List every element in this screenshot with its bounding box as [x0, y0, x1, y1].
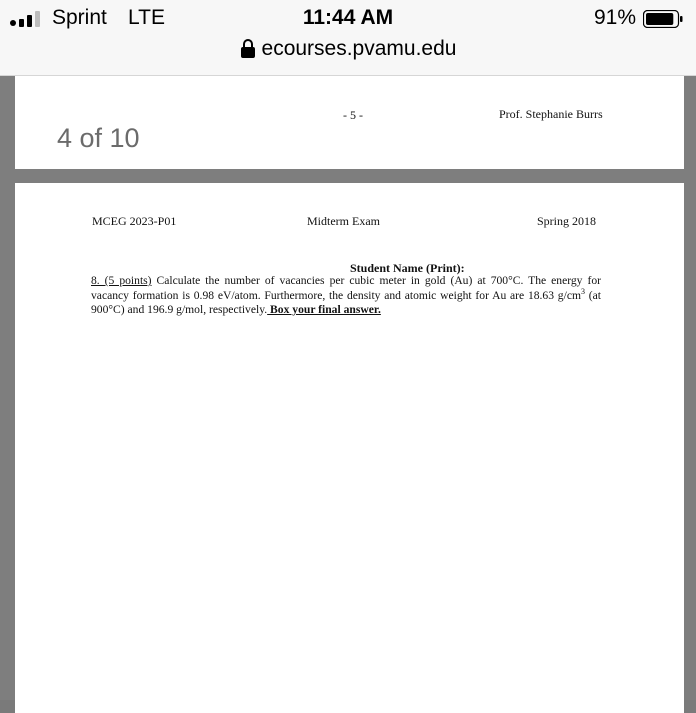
question-8 [91, 274, 601, 318]
status-time: 11:44 AM [302, 6, 394, 29]
student-name-label: Student Name (Print): [350, 261, 465, 275]
exam-title: Midterm Exam [307, 214, 380, 228]
battery-icon [643, 10, 683, 28]
lock-icon [240, 38, 256, 58]
page-counter: 4 of 10 [57, 123, 140, 153]
pdf-viewer[interactable] [0, 76, 696, 700]
address-bar[interactable] [0, 37, 696, 61]
course-code: MCEG 2023-P01 [92, 214, 177, 228]
url-text: ecourses.pvamu.edu [261, 37, 457, 60]
exam-term: Spring 2018 [537, 214, 597, 228]
question-instruction: Box your final answer. [267, 303, 381, 316]
question-text-part1: Calculate the number of vacancies per cubic meter in gold (Au) at 700°C. The energy for vacancy formation is 0.98 eV/atom. Furthermore, the density and atomic weight for Au are 18.63 g/cm [91, 274, 601, 302]
status-and-url-bar [0, 0, 696, 76]
question-superscript: 3 [580, 286, 585, 296]
carrier-name: Sprint [52, 6, 107, 29]
network-type: LTE [128, 6, 165, 29]
question-number: 8. (5 points) [91, 274, 152, 287]
pdf-page-current [15, 183, 684, 713]
question-text-part2: (at 900°C) and 196.9 g/mol, respectively. [91, 288, 601, 316]
instructor-name: Prof. Stephanie Burrs [499, 107, 603, 121]
page-number: - 5 - [343, 108, 363, 122]
battery-percentage: 91% [593, 6, 636, 29]
